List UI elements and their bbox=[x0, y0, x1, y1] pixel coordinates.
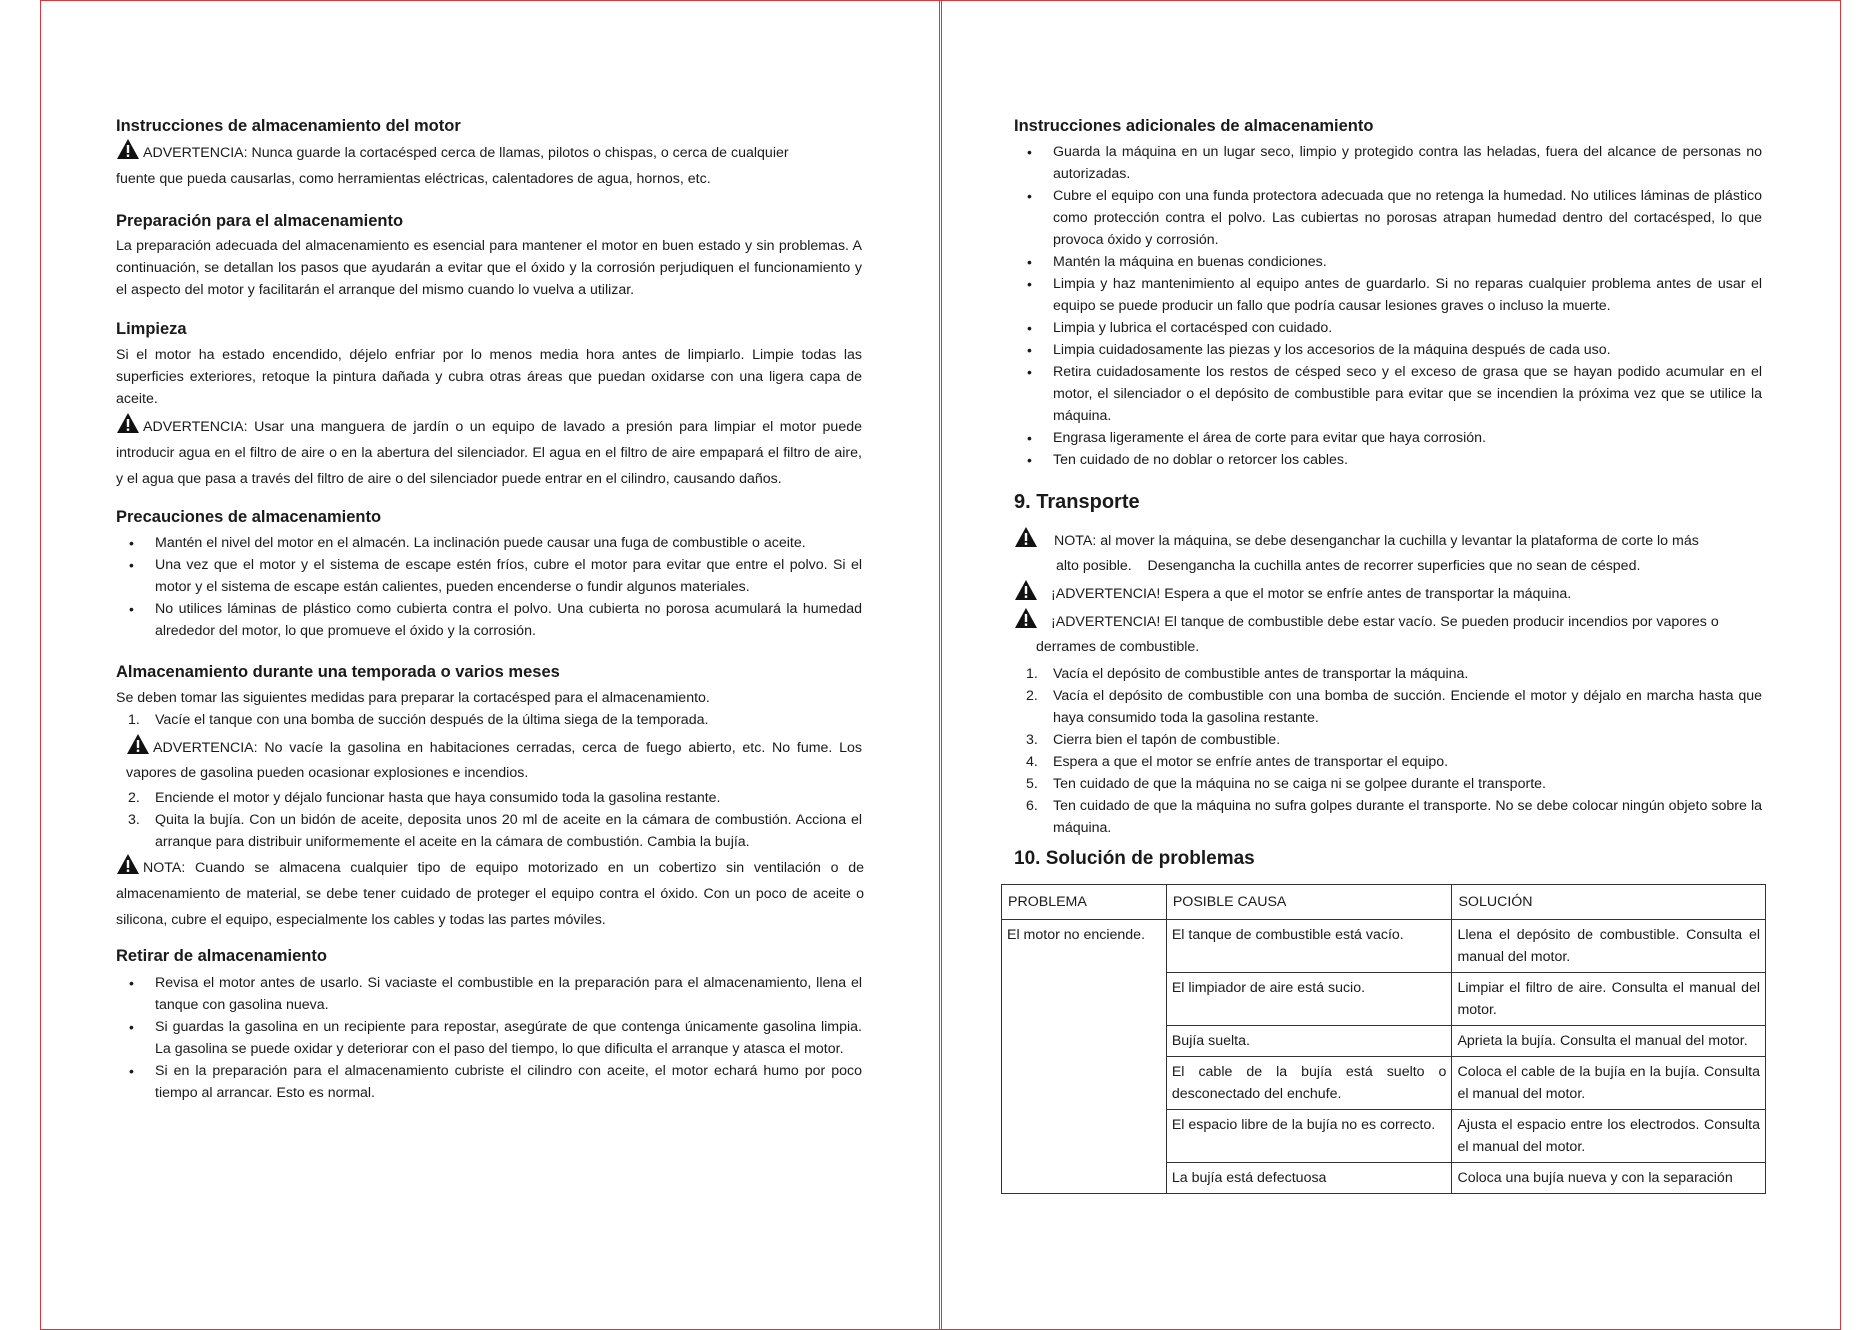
list-item: • Guarda la máquina en un lugar seco, limpio y protegido contra las heladas, fuera del alcance de personas no autorizadas. bbox=[1014, 141, 1762, 185]
season-storage-note: NOTA: Cuando se almacena cualquier tipo de equipo motorizado en un cobertizo sin ventilación o de almacenamiento de material, se debe tener cuidado de proteger el equipo contra el óxido. Con un poco de aceite o silicona, cubre el equipo, especialmente los cables y todas las partes móviles. bbox=[116, 853, 864, 933]
warning-triangle-icon bbox=[116, 412, 140, 434]
list-item: • Retira cuidadosamente los restos de césped seco y el exceso de grasa que se hayan podido acumular en el motor, el silenciador o el depósito de combustible para evitar que se incendien la próxima vez que se utilice la máquina. bbox=[1014, 361, 1762, 427]
list-item: 4. Espera a que el motor se enfríe antes de transportar el equipo. bbox=[1026, 754, 1449, 770]
cleaning-warning: ADVERTENCIA: Usar una manguera de jardín o un equipo de lavado a presión para limpiar el motor puede introducir agua en el filtro de aire o en la abertura del silenciador. El agua en el filtro de aire empapará el filtro de aire, y el agua que pasa a través del filtro de aire o del silenciador puede entrar en el cilindro, causando daños. bbox=[116, 412, 862, 492]
list-item: • Si guardas la gasolina en un recipiente para repostar, asegúrate de que contenga únicamente gasolina limpia. La gasolina se puede oxidar y deteriorar con el paso del tiempo, lo que dificulta el arranque y atasca el motor. bbox=[116, 1016, 862, 1060]
list-item: 6. Ten cuidado de que la máquina no sufra golpes durante el transporte. No se debe colocar ningún objeto sobre la máquina. bbox=[1026, 798, 1762, 836]
warning-triangle-icon bbox=[1014, 579, 1038, 601]
precautions-title: Precauciones de almacenamiento bbox=[116, 508, 382, 526]
warning-triangle-icon bbox=[1014, 526, 1038, 548]
list-item: • Engrasa ligeramente el área de corte para evitar que haya corrosión. bbox=[1014, 427, 1762, 449]
preparation-title: Preparación para el almacenamiento bbox=[116, 212, 404, 230]
list-item: 3. Quita la bujía. Con un bidón de aceite, deposita unos 20 ml de aceite en la cámara de combustión. Acciona el arranque para distribuir uniformemente el aceite en la cámara de combustión. Cambia la bujía. bbox=[128, 812, 862, 850]
transport-notes: NOTA: al mover la máquina, se debe desenganchar la cuchilla y levantar la plataforma de corte lo más alto posible. Desengancha la cuchilla antes de recorrer superficies que no sean de césped. ¡ADVERTENCIA! Espera a que el motor se enfríe antes de transportar la máquina. ¡ADVERTENCIA! El tanque de combustible debe estar vacío. Se pueden producir incendios por vapores o derrames de combustible. bbox=[1014, 526, 1774, 659]
list-item: 1. Vacía el depósito de combustible antes de transportar la máquina. bbox=[1026, 666, 1469, 682]
cause-cell: La bujía está defectuosa bbox=[1166, 1163, 1452, 1194]
cleaning-title: Limpieza bbox=[116, 320, 187, 338]
removal-title: Retirar de almacenamiento bbox=[116, 947, 327, 965]
preparation-text: La preparación adecuada del almacenamiento es esencial para mantener el motor en buen estado y sin problemas. A continuación, se detallan los pasos que ayudarán a evitar que el óxido y la corrosión perjudiquen el funcionamiento y el aspecto del motor y facilitarán el arranque del mismo cuando lo vuelva a utilizar. bbox=[116, 238, 862, 298]
list-item: 5. Ten cuidado de que la máquina no se caiga ni se golpee durante el transporte. bbox=[1026, 776, 1546, 792]
list-item: • Si en la preparación para el almacenamiento cubriste el cilindro con aceite, el motor echará humo por poco tiempo al arrancar. Esto es normal. bbox=[116, 1060, 862, 1104]
list-item: 2. Vacía el depósito de combustible con una bomba de succión. Enciende el motor y déjalo en marcha hasta que haya consumido toda la gasolina restante. bbox=[1026, 688, 1762, 726]
cause-cell: El cable de la bujía está suelto o desconectado del enchufe. bbox=[1166, 1057, 1452, 1110]
solution-cell: Aprieta la bujía. Consulta el manual del motor. bbox=[1452, 1026, 1766, 1057]
season-storage-content: Se deben tomar las siguientes medidas para preparar la cortacésped para el almacenamiento. 1. Vacíe el tanque con una bomba de succión después de la última siega de la temporada. ADVERTENCIA: No vacíe la gasolina en habitaciones cerradas, cerca de fuego abierto, etc. No fume. Los vapores de gasolina pueden ocasionar explosiones e incendios. 2. Enciende el motor y déjalo funcionar hasta que haya consumido toda la gasolina restante. 3. Quita la bujía. Con un bidón de aceite, deposita unos 20 ml de aceite en la cámara de combustión. Acciona el arranque para distribuir uniformemente el aceite en la cámara de combustión. Cambia la bujía. bbox=[116, 687, 862, 853]
table-header-cell: SOLUCIÓN bbox=[1452, 885, 1766, 920]
list-item: 2. Enciende el motor y déjalo funcionar hasta que haya consumido toda la gasolina restante. bbox=[128, 790, 721, 806]
solution-cell: Llena el depósito de combustible. Consulta el manual del motor. bbox=[1452, 920, 1766, 973]
engine-storage-warning: ADVERTENCIA: Nunca guarde la cortacésped cerca de llamas, pilotos o chispas, o cerca de cualquier fuente que pueda causarlas, como herramientas eléctricas, calentadores de agua, hornos, etc. bbox=[116, 138, 876, 192]
transport-steps bbox=[1014, 663, 1762, 839]
list-item: • Ten cuidado de no doblar o retorcer los cables. bbox=[1014, 449, 1762, 471]
cause-cell: El espacio libre de la bujía no es correcto. bbox=[1166, 1110, 1452, 1163]
additional-storage-title: Instrucciones adicionales de almacenamiento bbox=[1014, 117, 1374, 135]
list-item: • No utilices láminas de plástico como cubierta contra el polvo. Una cubierta no porosa acumulará la humedad alrededor del motor, lo que promueve el óxido y la corrosión. bbox=[116, 598, 862, 642]
cause-cell: El tanque de combustible está vacío. bbox=[1166, 920, 1452, 973]
warning-triangle-icon bbox=[126, 733, 150, 755]
season-storage-title: Almacenamiento durante una temporada o varios meses bbox=[116, 663, 560, 681]
list-item: • Limpia y lubrica el cortacésped con cuidado. bbox=[1014, 317, 1762, 339]
additional-storage-list bbox=[1014, 141, 1762, 471]
list-item: • Revisa el motor antes de usarlo. Si vaciaste el combustible en la preparación para el almacenamiento, llena el tanque con gasolina nueva. bbox=[116, 972, 862, 1016]
table-header-row bbox=[1002, 885, 1766, 920]
table-header-cell: PROBLEMA bbox=[1002, 885, 1167, 920]
precautions-list bbox=[116, 532, 862, 642]
solution-cell: Ajusta el espacio entre los electrodos. Consulta el manual del motor. bbox=[1452, 1110, 1766, 1163]
solution-cell: Limpiar el filtro de aire. Consulta el manual del motor. bbox=[1452, 973, 1766, 1026]
cause-cell: El limpiador de aire está sucio. bbox=[1166, 973, 1452, 1026]
cause-cell: Bujía suelta. bbox=[1166, 1026, 1452, 1057]
warning-triangle-icon bbox=[116, 138, 140, 160]
list-item: • Cubre el equipo con una funda protectora adecuada que no retenga la humedad. No utilices láminas de plástico como protección contra el polvo. Las cubiertas no porosas atrapan humedad dentro del cortacésped, lo que provoca óxido y corrosión. bbox=[1014, 185, 1762, 251]
cleaning-text: Si el motor ha estado encendido, déjelo enfriar por lo menos media hora antes de limpiarlo. Limpie todas las superficies exteriores, retoque la pintura dañada y cubra otras áreas que puedan oxidarse con una ligera capa de aceite. bbox=[116, 347, 862, 407]
troubleshooting-title: 10. Solución de problemas bbox=[1014, 848, 1255, 869]
list-item: 3. Cierra bien el tapón de combustible. bbox=[1026, 732, 1281, 748]
table-row bbox=[1002, 920, 1766, 973]
problem-cell: El motor no enciende. bbox=[1002, 920, 1167, 1194]
list-item: • Limpia y haz mantenimiento al equipo antes de guardarlo. Si no reparas cualquier problema antes de usar el equipo se puede producir un fallo que podría causar lesiones graves o incluso la muerte. bbox=[1014, 273, 1762, 317]
removal-list bbox=[116, 972, 862, 1104]
list-item: • Mantén la máquina en buenas condiciones. bbox=[1014, 251, 1762, 273]
list-item: • Mantén el nivel del motor en el almacén. La inclinación puede causar una fuga de combustible o aceite. bbox=[116, 532, 862, 554]
engine-storage-title: Instrucciones de almacenamiento del motor bbox=[116, 117, 461, 135]
solution-cell: Coloca el cable de la bujía en la bujía. Consulta el manual del motor. bbox=[1452, 1057, 1766, 1110]
list-item: 1. Vacíe el tanque con una bomba de succión después de la última siega de la temporada. bbox=[128, 712, 709, 728]
transport-title: 9. Transporte bbox=[1014, 491, 1140, 513]
list-item: • Una vez que el motor y el sistema de escape estén fríos, cubre el motor para evitar que entre el polvo. Si el motor y el sistema de escape están calientes, pueden encenderse o fundir algunos materiales. bbox=[116, 554, 862, 598]
warning-triangle-icon bbox=[1014, 607, 1038, 629]
troubleshooting-table bbox=[1001, 884, 1766, 1194]
solution-cell: Coloca una bujía nueva y con la separación bbox=[1452, 1163, 1766, 1194]
table-header-cell: POSIBLE CAUSA bbox=[1166, 885, 1452, 920]
list-item: • Limpia cuidadosamente las piezas y los accesorios de la máquina después de cada uso. bbox=[1014, 339, 1762, 361]
warning-triangle-icon bbox=[116, 853, 140, 875]
